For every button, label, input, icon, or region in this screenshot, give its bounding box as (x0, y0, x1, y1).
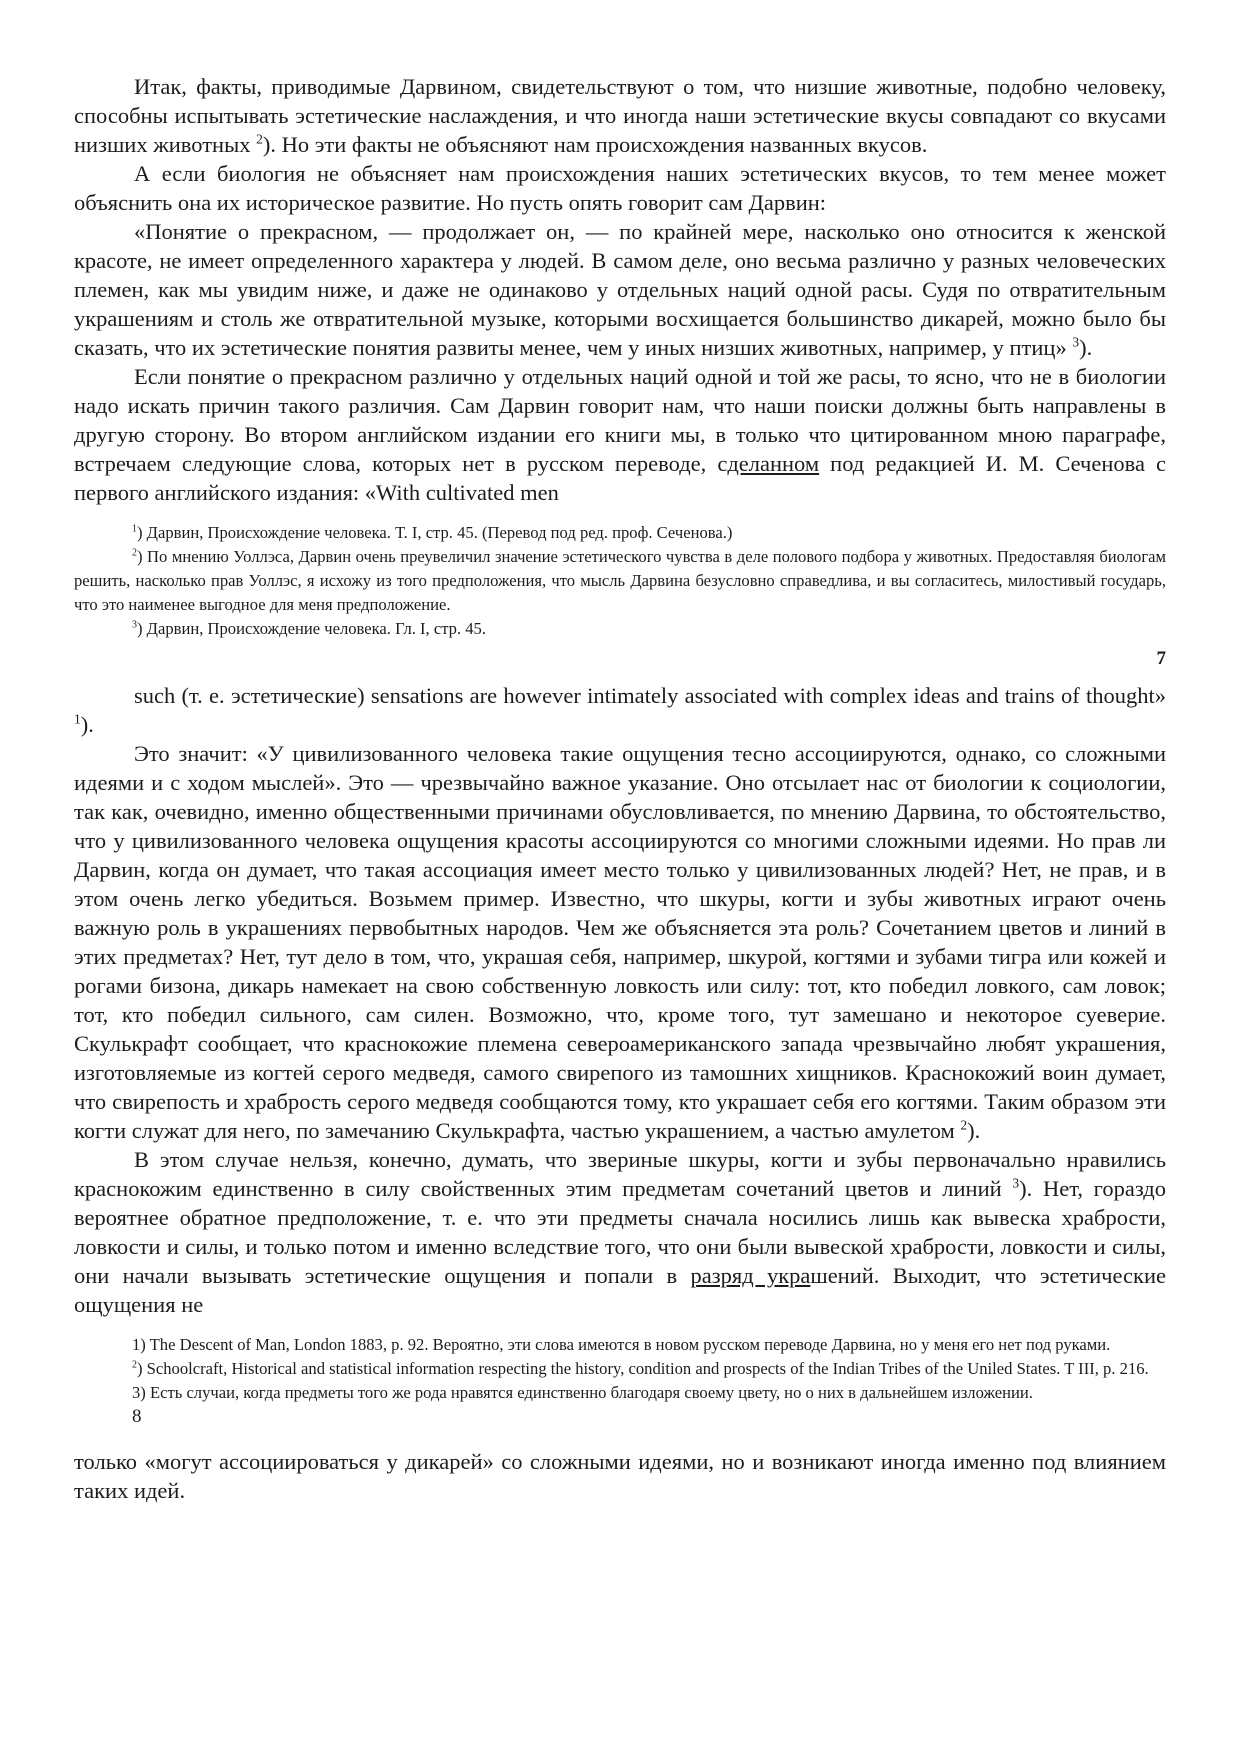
paragraph-civilized-man: Это значит: «У цивилизованного человека такие ощущения тесно ассоциируются, однако, со сложными идеями и с ходом мыслей». Это — чрезвычайно важное указание. Оно отсылает нас от биологии к социологии, так как, очевидно, именно общественными причинами обусловливается, по мнению Дарвина, то обстоятельство, что у цивилизованного человека ощущения красоты ассоциируются со многими сложными идеями. Но прав ли Дарвин, когда он думает, что такая ассоциация имеет место только у цивилизованных людей? Нет, не прав, и в этом очень легко убедиться. Возьмем пример. Известно, что шкуры, когти и зубы животных играют очень важную роль в украшениях первобытных народов. Чем же объясняется эта роль? Сочетанием цветов и линий в этих предметах? Нет, тут дело в том, что, украшая себя, например, шкурой, когтями и зубами тигра или кожей и рогами бизона, дикарь намекает на свою собственную ловкость или силу: тот, кто победил ловкого, сам ловок; тот, кто победил сильного, сам силен. Возможно, что, кроме того, тут замешано и некоторое суеверие. Скулькрафт сообщает, что краснокожие племена североамериканского запада чрезвычайно любят украшения, изготовляемые из когтей серого медведя, самого свирепого из тамошних хищников. Краснокожий воин думает, что свирепость и храбрость серого медведя сообщаются тому, кто украшает себя его когтями. Таким образом эти когти служат для него, по замечанию Скулькрафта, частью украшением, а частью амулетом $^2$). (74, 741, 1166, 1143)
underlined-word: деланном (727, 451, 820, 476)
footnote-descent-of-man: 1) The Descent of Man, London 1883, p. 92. Вероятно, эти слова имеются в новом русском переводе Дарвина, но у меня его нет под руками. (132, 1335, 1111, 1354)
paragraph-darwin-facts: Итак, факты, приводимые Дарвином, свидетельствуют о том, что низшие животные, подобно человеку, способны испытывать эстетические наслаждения, и что иногда наши эстетические вкусы совпадают со вкусами низших животных $^2$). Но эти факты не объясняют нам происхождения названных вкусов. (74, 74, 1166, 157)
footnote-ref[interactable]: 3 (1012, 1175, 1020, 1191)
paragraph-biology: А если биология не объясняет нам происхождения наших эстетических вкусов, то тем менее может объяснить она их историческое развитие. Но пусть опять говорит сам Дарвин: (74, 161, 1166, 215)
footnote-ref[interactable]: 2 (256, 131, 263, 147)
paragraph-english-quote: such (т. е. эстетические) sensations are however intimately associated with complex ideas and trains of thought» $^1$). (74, 683, 1166, 737)
footnote-1: $^1$) Дарвин, Происхождение человека. Т. I, стр. 45. (Перевод под ред. проф. Сеченова.) (132, 523, 733, 542)
footnote-color: 3) Есть случаи, когда предметы того же рода нравятся единственно благодаря своему цвету, но о них в дальнейшем изложении. (132, 1383, 1033, 1402)
footnote-ref[interactable]: 1 (74, 711, 81, 727)
page-number: 8 (132, 1406, 142, 1427)
paragraph-nations: Если понятие о прекрасном различно у отдельных наций одной и той же расы, то ясно, что не в биологии надо искать причин такого различия. Сам Дарвин говорит нам, что наши поиски должны быть направлены в другую сторону. Во втором английском издании его книги мы, в только что цитированном мною параграфе, встречаем следующие слова, которых нет в русском переводе, сделанном под редакцией И. М. Сеченова с первого английского издания: «With cultivated men (74, 364, 1166, 505)
footnote-ref[interactable]: 2 (960, 1117, 968, 1133)
underlined-word: разряд укра (690, 1263, 811, 1288)
footnote-3: $^3$) Дарвин, Происхождение человека. Гл. I, стр. 45. (132, 619, 486, 638)
page-number: 7 (1156, 648, 1166, 669)
footnote-ref[interactable]: 3 (1072, 334, 1080, 350)
paragraph-continuation: только «могут ассоциироваться у дикарей» со сложными идеями, но и возникают иногда именно под влиянием таких идей. (74, 1449, 1166, 1503)
document-page (74, 72, 1166, 1505)
paragraph-skins-claws: В этом случае нельзя, конечно, думать, что звериные шкуры, когти и зубы первоначально нравились краснокожим единственно в силу свойственных этим предметам сочетаний цветов и линий $^3$). Нет, гораздо вероятнее обратное предположение, т. е. что эти предметы сначала носились лишь как вывеска храбрости, ловкости и силы, и только потом и именно вследствие того, что они были вывеской храбрости, ловкости и силы, они начали вызывать эстетические ощущения и попали в разряд украшений. Выходит, что эстетические ощущения не (74, 1147, 1167, 1317)
footnote-2: $^2$) По мнению Уоллэса, Дарвин очень преувеличил значение эстетического чувства в деле полового подбора у животных. Предоставляя биологам решить, насколько прав Уоллэс, я исхожу из того предположения, что мысль Дарвина безусловно справедлива, и вы согласитесь, милостивый государь, что это наименее выгодное для меня предположение. (74, 547, 1166, 614)
paragraph-quote-beauty: «Понятие о прекрасном, — продолжает он, — по крайней мере, насколько оно относится к женской красоте, не имеет определенного характера у людей. В самом деле, оно весьма различно у разных человеческих племен, как мы увидим ниже, и даже не одинаково у отдельных наций одной расы. Судя по отвратительным украшениям и столь же отвратительной музыке, которыми восхищается большинство дикарей, можно было бы сказать, что их эстетические понятия развиты менее, чем у иных низших животных, например, у птиц» $^3$). (74, 219, 1166, 360)
footnote-schoolcraft: $^2$) Schoolcraft, Historical and statistical information respecting the history, condition and prospects of the Indian Tribes of the Uniled States. T III, p. 216. (132, 1359, 1149, 1378)
